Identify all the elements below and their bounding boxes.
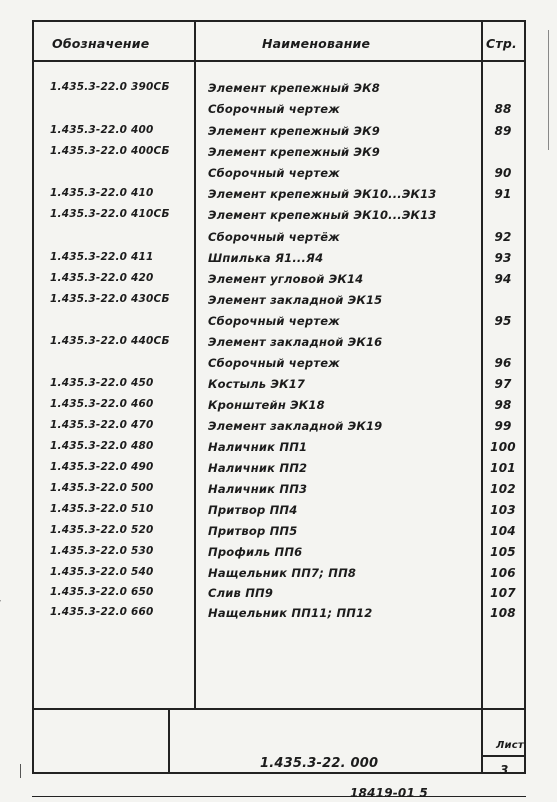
document-code: 1.435.3-22. 000 xyxy=(260,756,379,771)
table-row xyxy=(0,102,557,122)
row-page: 89 xyxy=(494,124,512,138)
row-name: Сборочный чертёж xyxy=(208,230,340,244)
row-code: 1.435.3-22.0 400 xyxy=(50,124,154,136)
table-row xyxy=(0,124,557,144)
sheet-label: Лист xyxy=(496,740,524,751)
row-name: Элемент угловой ЭК14 xyxy=(208,272,364,286)
row-code: 1.435.3-22.0 411 xyxy=(50,251,154,263)
row-name: Элемент крепежный ЭК9 xyxy=(208,145,380,159)
row-name: Слив ПП9 xyxy=(208,586,274,600)
row-name: Притвор ПП5 xyxy=(208,524,298,538)
table-row xyxy=(0,81,557,101)
row-code: 1.435.3-22.0 390СБ xyxy=(50,81,170,93)
row-name: Костыль ЭК17 xyxy=(208,377,306,391)
table-row xyxy=(0,461,557,481)
scan-mark xyxy=(548,30,549,150)
row-name: Сборочный чертеж xyxy=(208,314,340,328)
row-name: Элемент закладной ЭК19 xyxy=(208,419,383,433)
row-name: Наличник ПП2 xyxy=(208,461,308,475)
row-name: Кронштейн ЭК18 xyxy=(208,398,325,412)
header-page: Стр. xyxy=(486,36,517,51)
row-page: 103 xyxy=(490,503,516,517)
header-designation: Обозначение xyxy=(52,36,150,51)
table-row xyxy=(0,482,557,502)
table-row xyxy=(0,419,557,439)
row-page: 91 xyxy=(494,187,512,201)
row-page: 102 xyxy=(490,482,516,496)
row-name: Наличник ПП3 xyxy=(208,482,308,496)
row-page: 96 xyxy=(494,356,512,370)
row-page: 88 xyxy=(494,102,512,116)
row-code: 1.435.3-22.0 540 xyxy=(50,566,154,578)
table-row xyxy=(0,377,557,397)
row-name: Сборочный чертеж xyxy=(208,102,340,116)
table-row xyxy=(0,545,557,565)
row-page: 108 xyxy=(490,606,516,620)
row-code: 1.435.3-22.0 410СБ xyxy=(50,208,170,220)
table-row xyxy=(0,356,557,376)
table-row xyxy=(0,208,557,228)
archive-number: 18419-01 5 xyxy=(350,786,428,800)
row-name: Элемент закладной ЭК16 xyxy=(208,335,383,349)
table-row xyxy=(0,314,557,334)
row-name: Элемент крепежный ЭК9 xyxy=(208,124,380,138)
sheet-number: 3 xyxy=(500,763,509,777)
table-row xyxy=(0,586,557,606)
table-row xyxy=(0,187,557,207)
row-code: 1.435.3-22.0 450 xyxy=(50,377,154,389)
row-page: 101 xyxy=(490,461,516,475)
row-code: 1.435.3-22.0 490 xyxy=(50,461,154,473)
frame-bottom-border xyxy=(32,772,526,774)
row-page: 94 xyxy=(494,272,512,286)
row-code: 1.435.3-22.0 400СБ xyxy=(50,145,170,157)
table-row xyxy=(0,398,557,418)
row-code: 1.435.3-22.0 650 xyxy=(50,586,154,598)
row-page: 97 xyxy=(494,377,512,391)
row-page: 90 xyxy=(494,166,512,180)
table-row xyxy=(0,524,557,544)
row-code: 1.435.3-22.0 430СБ xyxy=(50,293,170,305)
row-page: 98 xyxy=(494,398,512,412)
row-code: 1.435.3-22.0 520 xyxy=(50,524,154,536)
row-page: 106 xyxy=(490,566,516,580)
row-code: 1.435.3-22.0 660 xyxy=(50,606,154,618)
row-code: 1.435.3-22.0 530 xyxy=(50,545,154,557)
row-name: Элемент крепежный ЭК10...ЭК13 xyxy=(208,208,437,222)
row-page: 105 xyxy=(490,545,516,559)
row-name: Нащельник ПП7; ПП8 xyxy=(208,566,357,580)
row-name: Наличник ПП1 xyxy=(208,440,308,454)
row-code: 1.435.3-22.0 440СБ xyxy=(50,335,170,347)
row-page: 95 xyxy=(494,314,512,328)
row-code: 1.435.3-22.0 410 xyxy=(50,187,154,199)
header-divider xyxy=(32,60,526,62)
row-code: 1.435.3-22.0 510 xyxy=(50,503,154,515)
table-row xyxy=(0,145,557,165)
row-code: 1.435.3-22.0 470 xyxy=(50,419,154,431)
table-row xyxy=(0,566,557,586)
row-name: Сборочный чертеж xyxy=(208,166,340,180)
frame-top-border xyxy=(32,20,526,22)
table-row xyxy=(0,272,557,292)
table-row xyxy=(0,440,557,460)
footer-divider xyxy=(32,708,526,710)
sheet-cell-divider xyxy=(481,755,526,757)
row-page: 93 xyxy=(494,251,512,265)
row-code: 1.435.3-22.0 480 xyxy=(50,440,154,452)
scan-mark xyxy=(20,764,21,778)
table-row xyxy=(0,251,557,271)
row-name: Профиль ПП6 xyxy=(208,545,303,559)
row-name: Элемент крепежный ЭК10...ЭК13 xyxy=(208,187,437,201)
row-name: Нащельник ПП11; ПП12 xyxy=(208,606,373,620)
row-code: 1.435.3-22.0 500 xyxy=(50,482,154,494)
row-name: Сборочный чертеж xyxy=(208,356,340,370)
row-name: Притвор ПП4 xyxy=(208,503,298,517)
row-page: 92 xyxy=(494,230,512,244)
row-name: Элемент закладной ЭК15 xyxy=(208,293,383,307)
row-code: 1.435.3-22.0 460 xyxy=(50,398,154,410)
row-page: 100 xyxy=(490,440,516,454)
table-row xyxy=(0,503,557,523)
stamp-bottom-border xyxy=(32,796,526,797)
footer-left-divider xyxy=(168,708,170,772)
row-page: 107 xyxy=(490,586,516,600)
table-row xyxy=(0,606,557,626)
table-row xyxy=(0,166,557,186)
table-row xyxy=(0,335,557,355)
row-page: 104 xyxy=(490,524,516,538)
table-row xyxy=(0,293,557,313)
row-name: Шпилька Я1...Я4 xyxy=(208,251,324,265)
row-code: 1.435.3-22.0 420 xyxy=(50,272,154,284)
row-name: Элемент крепежный ЭК8 xyxy=(208,81,380,95)
row-page: 99 xyxy=(494,419,512,433)
header-name: Наименование xyxy=(262,36,371,51)
table-row xyxy=(0,230,557,250)
